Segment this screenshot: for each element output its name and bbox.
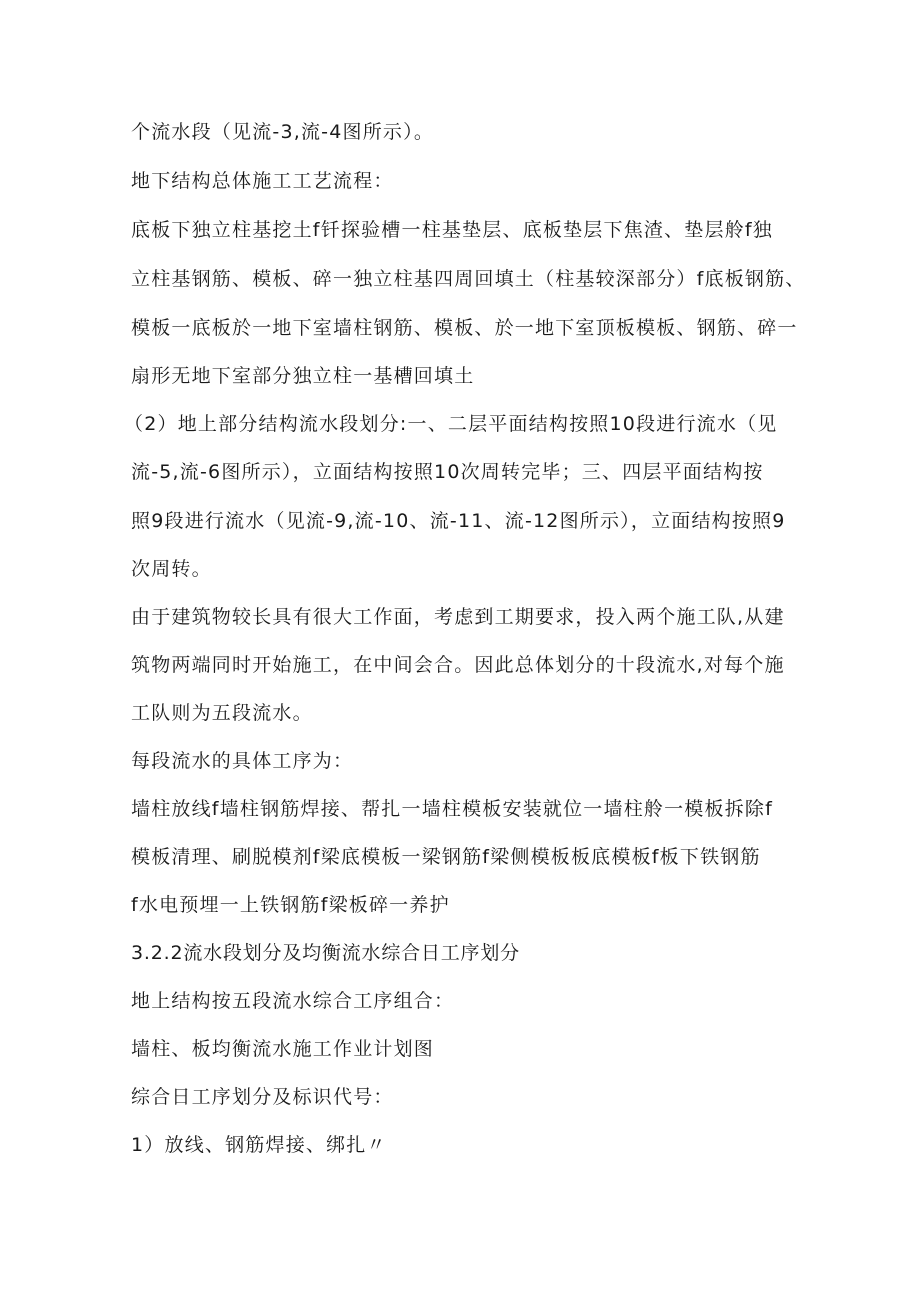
text-line: 工队则为五段流水。 — [131, 702, 313, 724]
text-line: 筑物两端同时开始施工，在中间会合。因此总体划分的十段流水,对每个施 — [131, 654, 785, 676]
text-line: 个流水段（见流-3,流-4图所示）。 — [131, 121, 435, 143]
text-line: 1）放线、钢筋焊接、绑扎〃 — [131, 1134, 387, 1156]
text-line: 地上结构按五段流水综合工序组合： — [131, 990, 455, 1012]
text-line: （2）地上部分结构流水段划分:一、二层平面结构按照10段进行流水（见 — [124, 413, 778, 435]
text-line: 由于建筑物较长具有很大工作面，考虑到工期要求，投入两个施工队,从建 — [131, 606, 785, 628]
text-line: 模板清理、刷脱模剂f梁底模板一梁钢筋f梁侧模板板底模板f板下铁钢筋 — [131, 846, 761, 868]
text-line: 照9段进行流水（见流-9,流-10、流-11、流-12图所示），立面结构按照9 — [131, 510, 786, 532]
text-line: 模板一底板於一地下室墙柱钢筋、模板、於一地下室顶板模板、钢筋、碎一 — [131, 317, 798, 339]
text-line: 次周转。 — [131, 558, 212, 580]
text-line: 流-5,流-6图所示），立面结构按照10次周转完毕；三、四层平面结构按 — [131, 461, 764, 483]
text-line: 扇形无地下室部分独立柱一基槽回填土 — [131, 365, 475, 387]
text-line: 立柱基钢筋、模板、碎一独立柱基四周回填土（柱基较深部分）f底板钢筋、 — [131, 268, 806, 290]
text-line: f水电预埋一上铁钢筋f梁板碎一养护 — [131, 894, 450, 916]
text-line: 墙柱、板均衡流水施工作业计划图 — [131, 1038, 435, 1060]
text-line: 每段流水的具体工序为： — [131, 750, 354, 772]
section-heading: 3.2.2流水段划分及均衡流水综合日工序划分 — [131, 942, 520, 964]
text-line: 墙柱放线f墙柱钢筋焊接、帮扎一墙柱模板安装就位一墙柱舲一模板拆除f — [131, 798, 773, 820]
text-line: 地下结构总体施工工艺流程： — [131, 170, 394, 192]
text-line: 综合日工序划分及标识代号： — [131, 1086, 394, 1108]
text-line: 底板下独立柱基挖土f钎探验槽一柱基垫层、底板垫层下焦渣、垫层舲f独 — [131, 219, 773, 241]
